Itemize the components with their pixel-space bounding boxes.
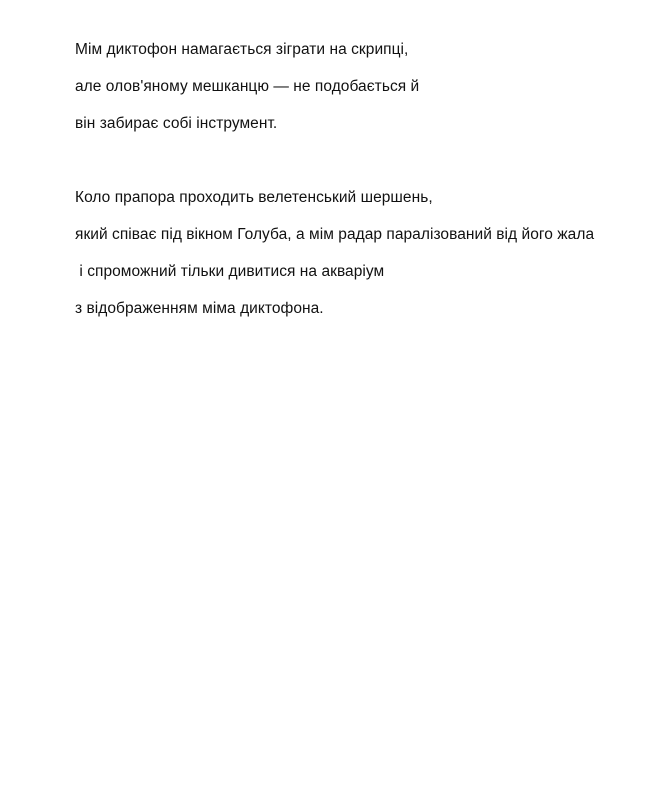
text-line: який співає під вікном Голуба, а мім радар паралізований від його жала <box>75 226 595 243</box>
text-line: з відображенням міма диктофона. <box>75 300 324 317</box>
text-line: але олов'яному мешканцю — не подобається й <box>75 78 420 95</box>
stanza-1 <box>75 31 419 142</box>
text-line: і спроможний тільки дивитися на акваріум <box>75 263 385 280</box>
text-line: Мім диктофон намагається зіграти на скрипці, <box>75 41 409 58</box>
stanza-2 <box>75 179 594 327</box>
text-line: він забирає собі інструмент. <box>75 115 278 132</box>
text-line: Коло прапора проходить велетенський шершень, <box>75 189 433 206</box>
